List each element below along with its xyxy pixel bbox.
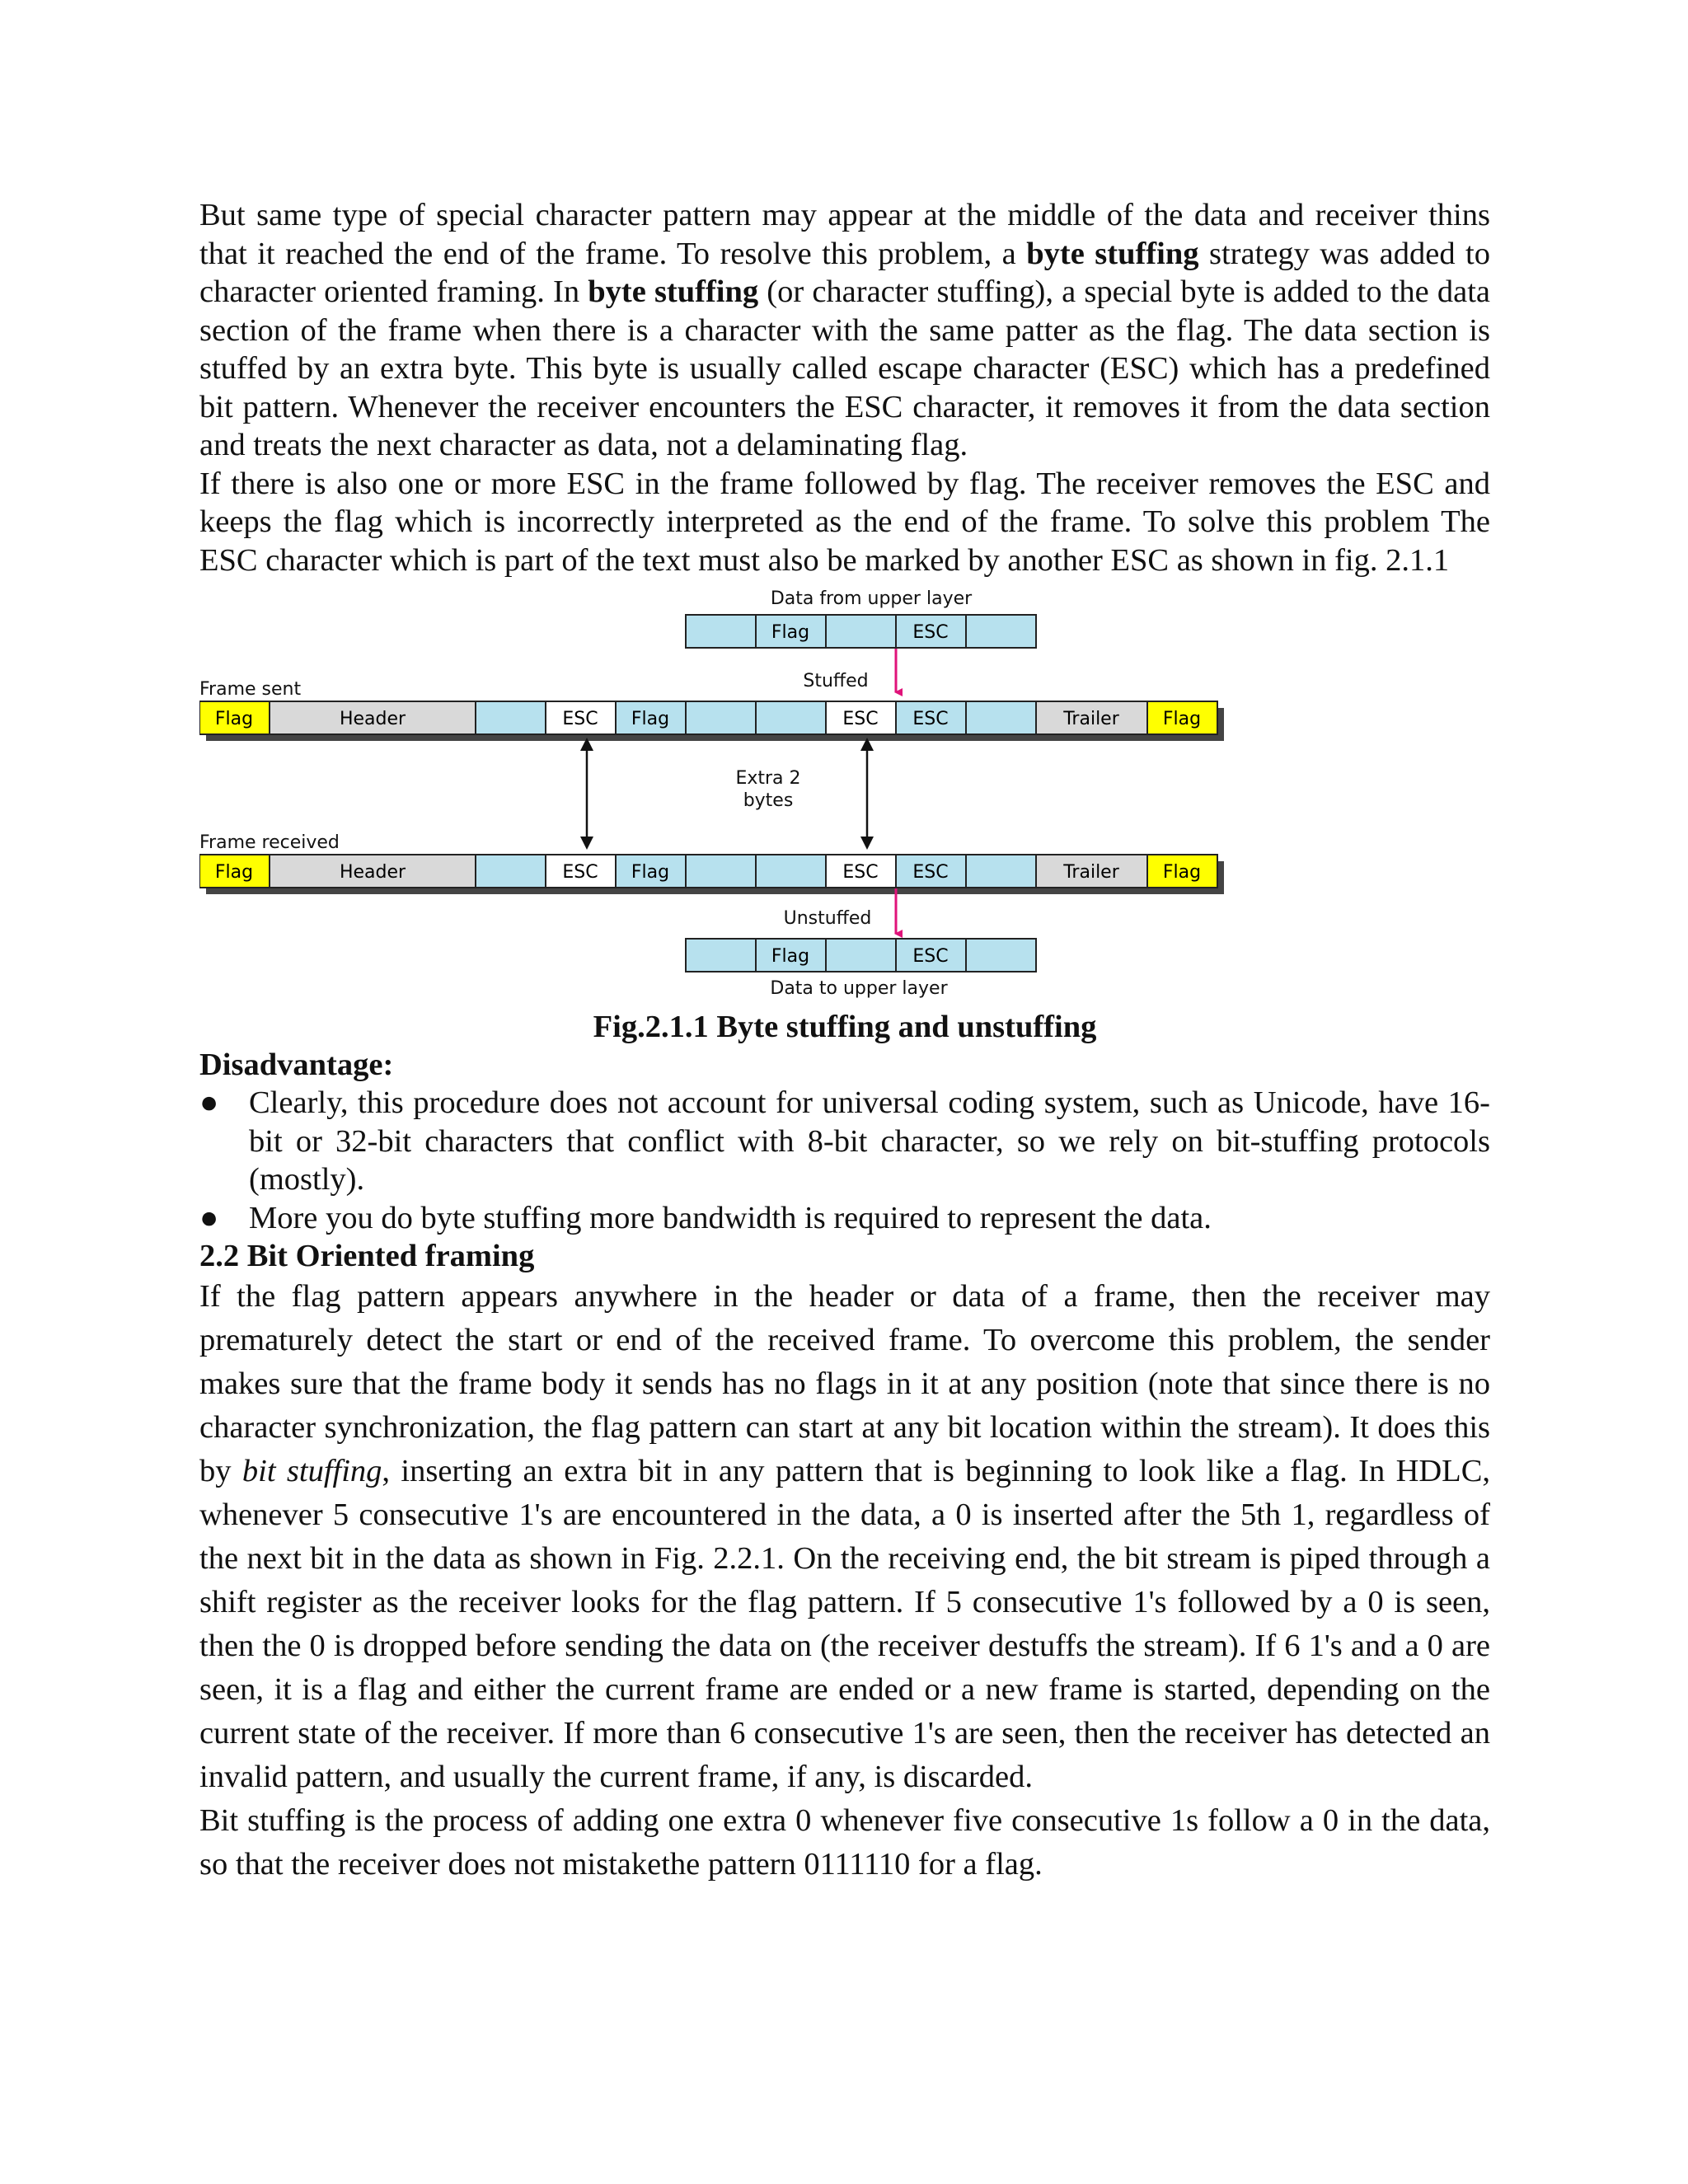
label-data-to-upper: Data to upper layer xyxy=(770,978,948,999)
cell-flag: Flag xyxy=(771,622,810,643)
sent-esc-1: ESC xyxy=(562,709,598,729)
frame-sent-row xyxy=(199,701,1224,741)
bullet-icon: ● xyxy=(199,1200,219,1235)
recv-esc-2: ESC xyxy=(842,862,879,883)
frame-received-row xyxy=(199,855,1224,894)
lower-data-row xyxy=(686,939,1036,972)
lower-cell-flag: Flag xyxy=(771,946,810,967)
recv-esc-1: ESC xyxy=(562,862,598,883)
byte-stuffing-diagram xyxy=(199,579,1490,1008)
sent-flag-start: Flag xyxy=(214,709,254,729)
recv-flag-end: Flag xyxy=(1162,862,1202,883)
label-frame-received: Frame received xyxy=(199,832,340,853)
sent-flag-end: Flag xyxy=(1162,709,1202,729)
disadvantage-heading: Disadvantage: xyxy=(199,1047,394,1082)
paragraph-esc-problem: If there is also one or more ESC in the frame followed by flag. The receiver removes the ESC and keeps the flag which is incorrectly interpreted as the end of the frame. To solve this problem The ESC character which is part of the text must also be marked by another ESC as shown in fig. 2.1.1 xyxy=(199,466,1490,578)
label-unstuffed: Unstuffed xyxy=(783,908,872,929)
recv-esc-3: ESC xyxy=(912,862,949,883)
sent-esc-2: ESC xyxy=(842,709,879,729)
disadvantage-list xyxy=(199,1084,1490,1237)
label-data-from-upper: Data from upper layer xyxy=(770,588,973,609)
paragraph-bit-oriented: If the flag pattern appears anywhere in the header or data of a frame, then the receiver may prematurely detect the start or end of the received frame. To overcome this problem, the sender makes sure that the frame body it sends has no flags in it at any position (note that since there is no character synchronization, the flag pattern can start at any bit location within the stream). It does this by bit stuffing, inserting an extra bit in any pattern that is beginning to look like a flag. In HDLC, whenever 5 consecutive 1's are encountered in the data, a 0 is inserted after the 5th 1, regardless of the next bit in the data as shown in Fig. 2.2.1. On the receiving end, the bit stream is piped through a shift register as the receiver looks for the flag pattern. If 5 consecutive 1's followed by a 0 is seen, then the 0 is dropped before sending the data on (the receiver destuffs the stream). If 6 1's and a 0 are seen, it is a flag and either the current frame are ended or a new frame is started, depending on the current state of the receiver. If more than 6 consecutive 1's are seen, then the receiver has detected an invalid pattern, and usually the current frame, if any, is discarded. xyxy=(199,1279,1491,1794)
paragraph-bit-stuffing: Bit stuffing is the process of adding one extra 0 whenever five consecutive 1s follow a 0 in the data, so that the receiver does not mistakethe pattern 0111110 for a flag. xyxy=(199,1803,1490,1882)
sent-header: Header xyxy=(339,709,406,729)
list-item: ● More you do byte stuffing more bandwidth is required to represent the data. xyxy=(199,1199,1490,1238)
label-extra-line2: bytes xyxy=(743,790,794,811)
document-page xyxy=(199,196,1490,1886)
byte-stuffing-figure xyxy=(199,579,1490,1008)
label-extra-line1: Extra 2 xyxy=(735,768,801,789)
sent-flag-data: Flag xyxy=(631,709,670,729)
recv-flag-start: Flag xyxy=(214,862,254,883)
recv-flag-data: Flag xyxy=(631,862,670,883)
bullet-icon: ● xyxy=(199,1085,219,1120)
label-frame-sent: Frame sent xyxy=(199,679,302,700)
label-stuffed: Stuffed xyxy=(803,671,869,691)
sent-esc-3: ESC xyxy=(912,709,949,729)
recv-trailer: Trailer xyxy=(1063,862,1119,883)
lower-cell-esc: ESC xyxy=(912,946,949,967)
cell-esc: ESC xyxy=(912,622,949,643)
recv-header: Header xyxy=(339,862,406,883)
list-item: ● Clearly, this procedure does not account for universal coding system, such as Unicode, have 16-bit or 32-bit characters that conflict with 8-bit character, so we rely on bit-stuffing protocols (mostly). xyxy=(199,1085,1490,1197)
figure-caption: Fig.2.1.1 Byte stuffing and unstuffing xyxy=(593,1010,1097,1044)
sent-trailer: Trailer xyxy=(1063,709,1119,729)
paragraph-byte-stuffing: But same type of special character pattern may appear at the middle of the data and receiver thins that it reached the end of the frame. To resolve this problem, a byte stuffing strategy was added to character oriented framing. In byte stuffing (or character stuffing), a special byte is added to the data section of the frame when there is a character with the same patter as the flag. The data section is stuffed by an extra byte. This byte is usually called escape character (ESC) which has a predefined bit pattern. Whenever the receiver encounters the ESC character, it removes it from the data section and treats the next character as data, not a delaminating flag. xyxy=(199,198,1490,462)
upper-data-row xyxy=(686,615,1036,648)
section-heading: 2.2 Bit Oriented framing xyxy=(199,1239,535,1273)
